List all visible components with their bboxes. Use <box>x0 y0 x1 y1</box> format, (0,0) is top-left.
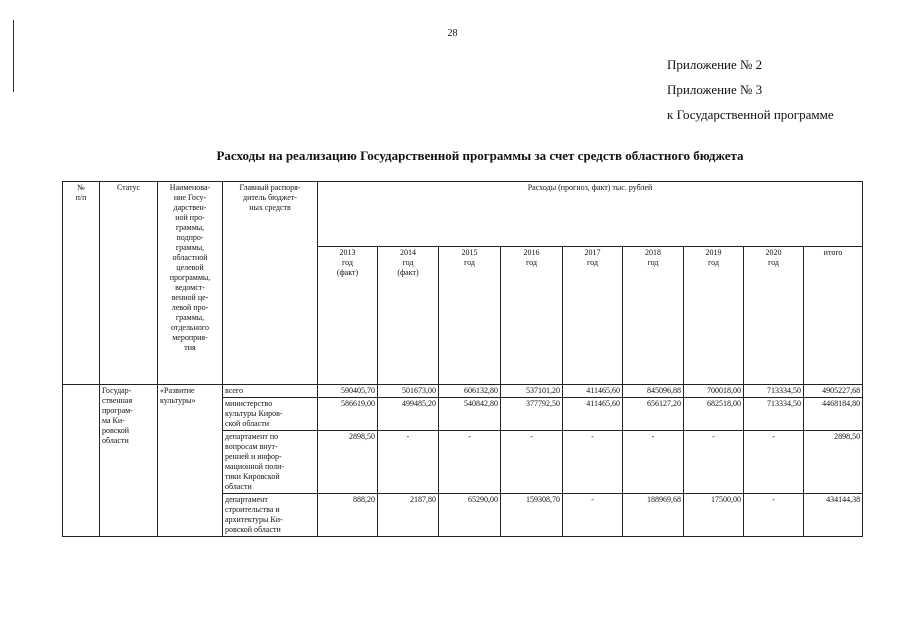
admin-cell: департамент строительства и архитектуры Ки- ровской области <box>223 494 318 537</box>
value-cell: 586619,00 <box>318 398 378 431</box>
value-cell: 65290,00 <box>439 494 501 537</box>
row-num-cell <box>63 385 100 537</box>
value-cell: 682518,00 <box>684 398 744 431</box>
value-cell: 17500,00 <box>684 494 744 537</box>
status-cell: Государ- ственная програм- ма Ки- ровской области <box>100 385 158 537</box>
value-cell: 540842,80 <box>439 398 501 431</box>
value-cell: 411465,60 <box>563 398 623 431</box>
value-cell: 501673,00 <box>378 385 439 398</box>
program-name-cell: «Развитие культуры» <box>158 385 223 537</box>
header-status: Статус <box>100 182 158 385</box>
value-cell: - <box>439 431 501 494</box>
value-cell: - <box>563 494 623 537</box>
value-cell: 2187,80 <box>378 494 439 537</box>
value-cell: 656127,20 <box>623 398 684 431</box>
value-cell: - <box>684 431 744 494</box>
value-cell: 713334,50 <box>744 398 804 431</box>
admin-cell: министерство культуры Киров- ской области <box>223 398 318 431</box>
value-cell: 159308,70 <box>501 494 563 537</box>
value-cell: 499485,20 <box>378 398 439 431</box>
header-year-2018: 2018 год <box>623 247 684 385</box>
table-row <box>63 385 863 398</box>
header-year-2019: 2019 год <box>684 247 744 385</box>
header-year-2020: 2020 год <box>744 247 804 385</box>
value-cell: - <box>744 431 804 494</box>
value-cell: 2898,50 <box>318 431 378 494</box>
value-cell: 713334,50 <box>744 385 804 398</box>
header-name: Наименова- ние Госу- дарствен- ной про- граммы, подпро- граммы, областной целевой программы, ведомст- венной це- левой про- граммы, отдельного мероприя- тия <box>158 182 223 385</box>
value-cell: 590405,70 <box>318 385 378 398</box>
appendix-line-1: Приложение № 2 <box>667 57 763 72</box>
total-cell: 4468184,80 <box>804 398 863 431</box>
value-cell: 188969,68 <box>623 494 684 537</box>
value-cell: 845096,88 <box>623 385 684 398</box>
header-num: № п/п <box>63 182 100 385</box>
header-admin: Главный распоря- дитель бюджет- ных средств <box>223 182 318 385</box>
admin-cell: департамент по вопросам внут- ренней и инфор- мационной поли- тики Кировской области <box>223 431 318 494</box>
header-year-2015: 2015 год <box>439 247 501 385</box>
admin-cell: всего <box>223 385 318 398</box>
header-expenses: Расходы (прогноз, факт) тыс. рублей <box>318 182 863 247</box>
value-cell: 700018,00 <box>684 385 744 398</box>
value-cell: 888,20 <box>318 494 378 537</box>
page-number: 28 <box>447 28 458 39</box>
value-cell: - <box>623 431 684 494</box>
header-year-2014: 2014 год (факт) <box>378 247 439 385</box>
header-year-2013: 2013 год (факт) <box>318 247 378 385</box>
total-cell: 434144,38 <box>804 494 863 537</box>
value-cell: 537101,20 <box>501 385 563 398</box>
value-cell: - <box>744 494 804 537</box>
header-row-1 <box>63 182 863 247</box>
value-cell: - <box>378 431 439 494</box>
budget-table <box>62 181 863 537</box>
total-cell: 4905227,68 <box>804 385 863 398</box>
document-title: Расходы на реализацию Государственной программы за счет средств областного бюджета <box>216 148 744 163</box>
appendix-line-3: к Государственной программе <box>667 107 834 122</box>
value-cell: 606132,80 <box>439 385 501 398</box>
total-cell: 2898,50 <box>804 431 863 494</box>
header-year-2017: 2017 год <box>563 247 623 385</box>
value-cell: - <box>501 431 563 494</box>
appendix-line-2: Приложение № 3 <box>667 82 763 97</box>
header-year-2016: 2016 год <box>501 247 563 385</box>
value-cell: 411465,60 <box>563 385 623 398</box>
value-cell: - <box>563 431 623 494</box>
value-cell: 377792,50 <box>501 398 563 431</box>
header-total: итого <box>804 247 863 385</box>
